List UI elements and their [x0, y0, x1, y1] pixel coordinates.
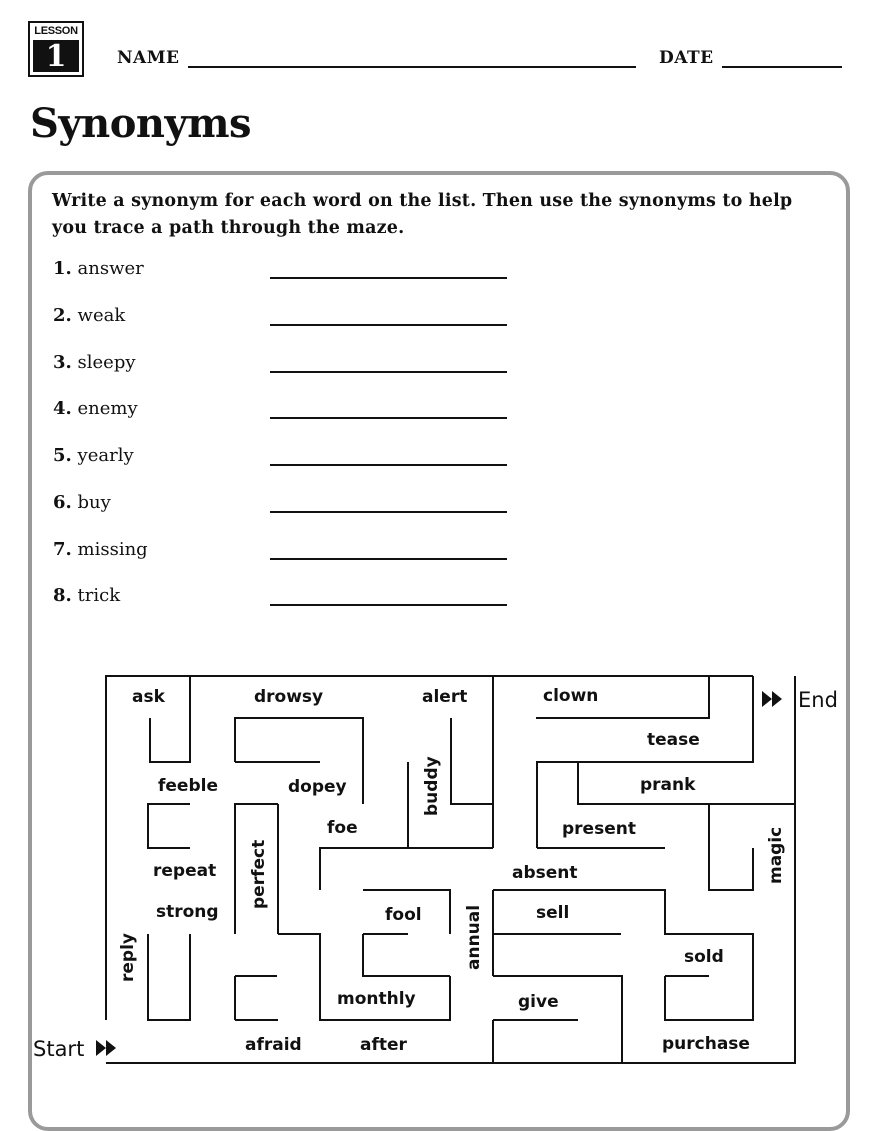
maze-word: annual [464, 904, 484, 970]
item-number: 7. [53, 539, 72, 560]
maze-word: tease [647, 730, 700, 750]
maze-word: magic [766, 826, 786, 884]
page-title: Synonyms [30, 100, 252, 147]
item-word: weak [77, 305, 126, 326]
item-number: 5. [53, 445, 72, 466]
maze-word: present [562, 819, 636, 839]
maze-word: after [360, 1035, 407, 1055]
item-word: buy [77, 492, 111, 513]
lesson-number: 1 [33, 40, 79, 72]
maze-word: absent [512, 863, 578, 883]
maze-word: fool [385, 905, 422, 925]
instructions: Write a synonym for each word on the list. Then use the synonyms to help you trace a path through the maze. [52, 191, 793, 238]
maze-word: alert [422, 687, 468, 707]
item-word: answer [77, 258, 144, 279]
item-word: enemy [77, 398, 138, 419]
maze-word: give [518, 992, 559, 1012]
end-arrow-icon [762, 691, 782, 707]
maze-word: repeat [153, 861, 217, 881]
maze-word: prank [640, 775, 696, 795]
start-arrow-icon [96, 1040, 116, 1056]
maze-word: clown [543, 686, 599, 706]
item-word: sleepy [77, 352, 136, 373]
item-word: trick [77, 585, 121, 606]
maze-word: dopey [288, 777, 347, 797]
item-number: 2. [53, 305, 72, 326]
maze-word: purchase [662, 1034, 750, 1054]
maze-word: monthly [337, 989, 416, 1009]
maze-word: strong [156, 902, 219, 922]
maze-word: reply [118, 933, 138, 982]
name-label: NAME [117, 48, 180, 68]
maze-word: ask [132, 687, 165, 707]
item-number: 1. [53, 258, 72, 279]
maze-word: afraid [245, 1035, 302, 1055]
maze-word: perfect [249, 839, 269, 909]
maze-word: sold [684, 947, 724, 967]
item-word: yearly [77, 445, 134, 466]
item-number: 3. [53, 352, 72, 373]
maze-start-label: Start [33, 1037, 85, 1061]
maze-word: drowsy [254, 687, 324, 707]
maze-word: feeble [158, 776, 218, 796]
maze-word: foe [327, 818, 358, 838]
maze-end-label: End [798, 688, 838, 712]
maze-word: sell [536, 903, 570, 923]
maze-word: buddy [422, 756, 442, 816]
item-word: missing [77, 539, 148, 560]
item-number: 8. [53, 585, 72, 606]
item-number: 4. [53, 398, 72, 419]
lesson-label: LESSON [34, 25, 78, 37]
date-label: DATE [659, 48, 714, 68]
item-number: 6. [53, 492, 72, 513]
